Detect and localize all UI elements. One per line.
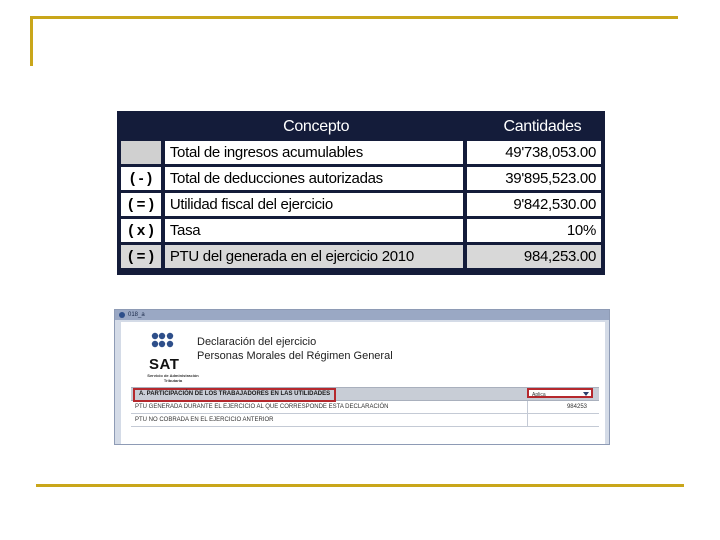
section-label: A. PARTICIPACIÓN DE LOS TRABAJADORES EN LAS UTILIDADES (133, 388, 336, 402)
cropped-text-remnant (112, 445, 352, 451)
row-amount: 10% (466, 218, 602, 243)
column-divider (527, 414, 528, 426)
form-row-value[interactable]: 984253 (566, 404, 587, 410)
form-body (121, 322, 605, 444)
column-divider (527, 401, 528, 413)
table-row (120, 140, 602, 165)
row-symbol: ( = ) (120, 192, 162, 217)
header-amount: Cantidades (465, 114, 602, 139)
table-row-total (120, 244, 602, 269)
row-amount: 9'842,530.00 (466, 192, 602, 217)
sat-subtext: Servicio de Administración Tributaria (147, 373, 199, 383)
select-value: Aplica (532, 392, 546, 398)
row-amount: 49'738,053.00 (466, 140, 602, 165)
declaration-subtitle: Personas Morales del Régimen General (197, 350, 393, 362)
window-title: 018_a (128, 312, 145, 318)
header-concept: Concepto (164, 114, 464, 139)
table-row (120, 192, 602, 217)
sat-logo (141, 332, 197, 390)
row-amount: 984,253.00 (466, 244, 602, 269)
row-symbol: ( - ) (120, 166, 162, 191)
ptu-calculation-table (117, 111, 605, 275)
declaration-title: Declaración del ejercicio (197, 336, 317, 348)
sat-wordmark: SAT (149, 356, 180, 373)
form-row-label: PTU NO COBRADA EN EL EJERCICIO ANTERIOR (135, 417, 274, 423)
window-icon (119, 312, 125, 318)
form-title-bar (115, 310, 609, 320)
row-symbol (120, 140, 162, 165)
slide-top-rule (30, 16, 678, 19)
row-symbol: ( x ) (120, 218, 162, 243)
row-concept: PTU del generada en el ejercicio 2010 (164, 244, 464, 269)
table-row (120, 218, 602, 243)
sat-declaration-form (114, 309, 610, 445)
row-symbol: ( = ) (120, 244, 162, 269)
row-amount: 39'895,523.00 (466, 166, 602, 191)
chevron-down-icon[interactable] (583, 392, 589, 396)
slide-bottom-rule (36, 484, 684, 487)
row-concept: Utilidad fiscal del ejercicio (164, 192, 464, 217)
section-header-bar (131, 387, 599, 401)
form-row (131, 401, 599, 414)
form-row-label: PTU GENERADA DURANTE EL EJERCICIO AL QUE CORRESPONDE ESTA DECLARACIÓN (135, 404, 389, 410)
table-row (120, 166, 602, 191)
table-header-row (120, 114, 602, 139)
row-concept: Tasa (164, 218, 464, 243)
applies-select[interactable] (527, 388, 593, 398)
sat-logo-dots-icon (151, 332, 177, 354)
form-row (131, 414, 599, 427)
row-concept: Total de ingresos acumulables (164, 140, 464, 165)
slide-left-rule (30, 16, 33, 66)
row-concept: Total de deducciones autorizadas (164, 166, 464, 191)
header-symbol-cell (120, 114, 162, 139)
